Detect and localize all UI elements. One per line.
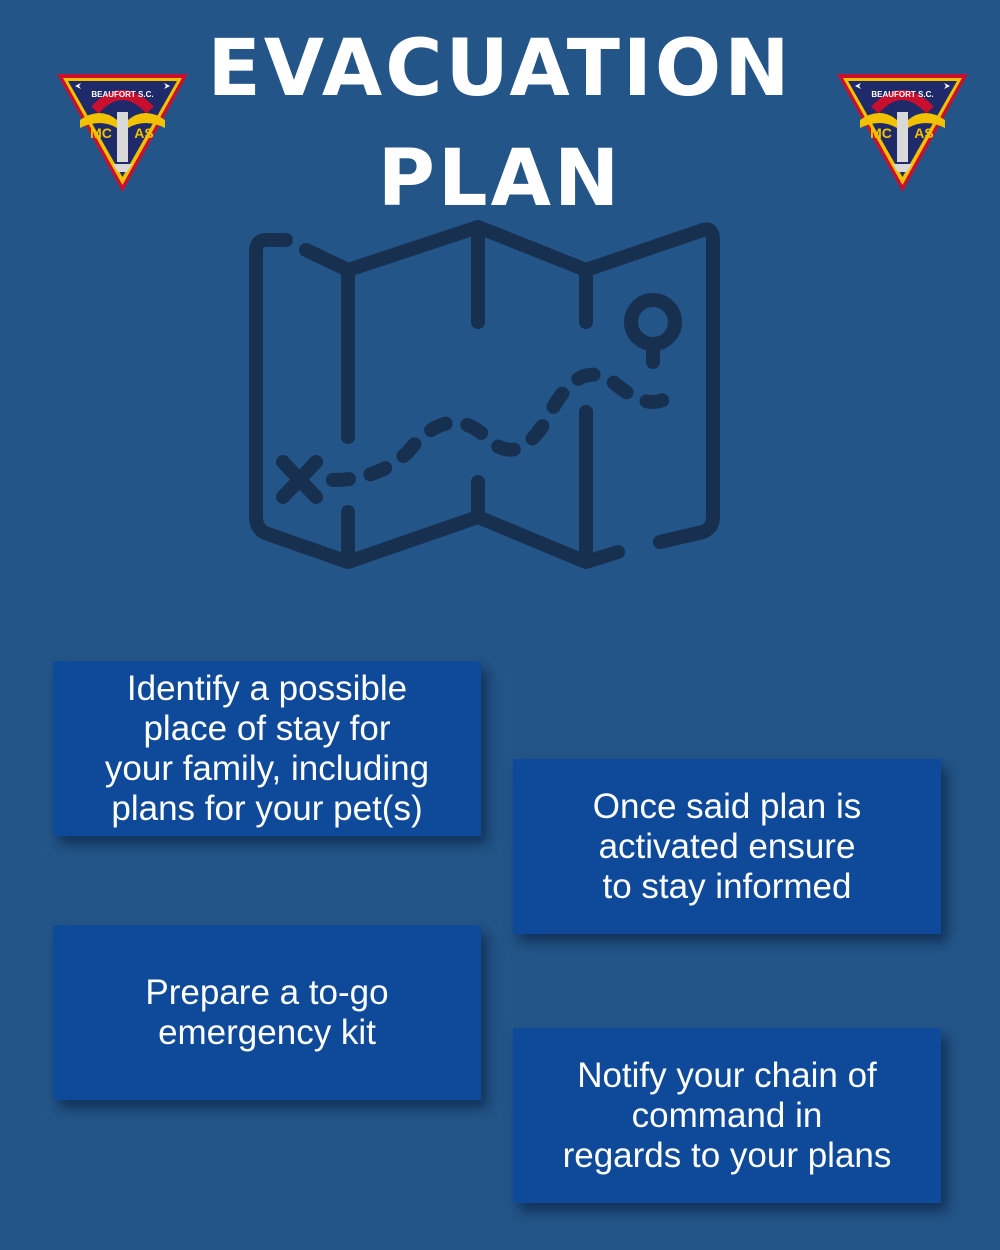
page-title-line-2: PLAN bbox=[377, 134, 623, 224]
emblem-right-top-text: BEAUFORT S.C. bbox=[871, 90, 934, 99]
emblem-right-as-text: AS bbox=[914, 125, 934, 141]
mcas-emblem-left-icon bbox=[55, 72, 190, 194]
step-card-notify-command bbox=[513, 1028, 941, 1203]
emblem-left-mc-text: MC bbox=[90, 125, 112, 141]
page-title-line-1: EVACUATION bbox=[207, 24, 793, 114]
step-card-emergency-kit bbox=[53, 925, 481, 1100]
emblem-left-as-text: AS bbox=[134, 125, 154, 141]
mcas-emblem-right-icon bbox=[835, 72, 970, 194]
step-card-stay-informed bbox=[513, 759, 941, 934]
step-card-text: Prepare a to-go emergency kit bbox=[145, 972, 389, 1052]
step-card-place-of-stay bbox=[53, 661, 481, 836]
step-card-text: Identify a possible place of stay for your family, including plans for your pet(s) bbox=[104, 668, 430, 828]
emblem-left-top-text: BEAUFORT S.C. bbox=[91, 90, 154, 99]
treasure-map-icon bbox=[228, 212, 748, 592]
step-card-text: Notify your chain of command in regards to your plans bbox=[562, 1055, 892, 1175]
step-card-text: Once said plan is activated ensure to stay informed bbox=[592, 786, 862, 906]
emblem-right-mc-text: MC bbox=[870, 125, 892, 141]
